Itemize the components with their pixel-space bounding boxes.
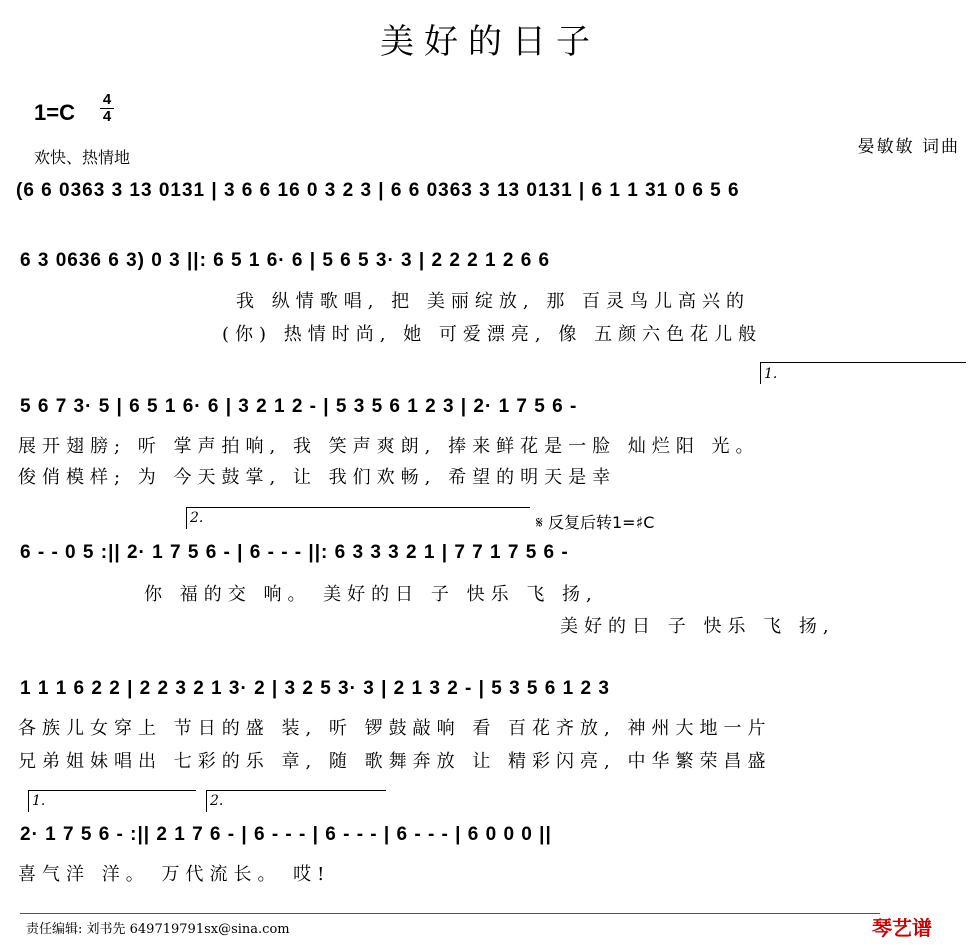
volta-1-bracket-row-6-edge — [28, 790, 29, 812]
notation-row-1: (6 6 0363 3 13 0131 | 3 6 6 16 0 3 2 3 | 6 6 0363 3 13 0131 | 6 1 1 31 0 6 5 6 — [16, 180, 740, 201]
lyric-row-5-verse-1: 各族儿女穿上 节日的盛 装, 听 锣鼓敲响 看 百花齐放, 神州大地一片 — [18, 718, 772, 739]
lyric-row-5-verse-2: 兄弟姐妹唱出 七彩的乐 章, 随 歌舞奔放 让 精彩闪亮, 中华繁荣昌盛 — [18, 751, 772, 772]
lyric-row-6: 喜气洋 洋。 万代流长。 哎! — [18, 864, 331, 885]
volta-2-bracket-row-6-edge — [206, 790, 207, 812]
lyric-row-3-verse-1: 展开翅膀; 听 掌声拍响, 我 笑声爽朗, 捧来鲜花是一脸 灿烂阳 光。 — [18, 436, 760, 457]
volta-2-bracket-row-6 — [206, 790, 386, 791]
lyric-row-3-verse-2: 俊俏模样; 为 今天鼓掌, 让 我们欢畅, 希望的明天是幸 — [18, 467, 617, 488]
volta-1-bracket-edge — [760, 362, 761, 384]
volta-2-bracket — [186, 507, 530, 508]
lyric-row-4-verse-2: 美好的日 子 快乐 飞 扬, — [560, 616, 835, 637]
song-title: 美好的日子 — [380, 22, 600, 62]
volta-2-marker: 2. — [190, 510, 204, 526]
time-signature — [100, 92, 114, 125]
time-signature-top: 4 — [100, 92, 114, 109]
notation-row-5: 1 1 1 6 2 2 | 2 2 3 2 1 3· 2 | 3 2 5 3· 3 | 2 1 3 2 - | 5 3 5 6 1 2 3 — [20, 678, 610, 699]
time-signature-bottom: 4 — [102, 108, 112, 125]
volta-1-bracket — [760, 362, 966, 363]
notation-row-3: 5 6 7 3· 5 | 6 5 1 6· 6 | 3 2 1 2 - | 5 3 5 6 1 2 3 | 2· 1 7 5 6 - — [20, 396, 578, 417]
site-logo: 琴艺谱 — [872, 916, 932, 940]
volta-1-marker: 1. — [764, 366, 778, 382]
footer-editor: 责任编辑: 刘书先 649719791sx@sina.com — [26, 922, 290, 937]
lyric-row-4-verse-1: 你 福的交 响。 美好的日 子 快乐 飞 扬, — [144, 584, 598, 605]
lyric-row-2-verse-1: 我 纵情歌唱, 把 美丽绽放, 那 百灵鸟儿高兴的 — [236, 291, 751, 312]
volta-1-bracket-row-6 — [28, 790, 196, 791]
volta-2-bracket-edge — [186, 507, 187, 529]
notation-row-4: 6 - - 0 5 :|| 2· 1 7 5 6 - | 6 - - - ||: 6 3 3 3 2 1 | 7 7 1 7 5 6 - — [20, 542, 569, 563]
volta-2-marker-row-6: 2. — [210, 793, 224, 809]
segno-key-change: 𝄋 反复后转1=♯C — [536, 513, 655, 532]
key-signature: 1=C — [34, 100, 75, 125]
notation-row-2: 6 3 0636 6 3) 0 3 ||: 6 5 1 6· 6 | 5 6 5 3· 3 | 2 2 2 1 2 6 6 — [20, 250, 551, 271]
footer-divider — [20, 913, 880, 914]
volta-1-marker-row-6: 1. — [32, 793, 46, 809]
notation-row-6: 2· 1 7 5 6 - :|| 2 1 7 6 - | 6 - - - | 6 - - - | 6 - - - | 6 0 0 0 || — [20, 824, 552, 845]
tempo-marking: 欢快、热情地 — [34, 148, 131, 167]
lyric-row-2-verse-2: (你) 热情时尚, 她 可爱漂亮, 像 五颜六色花儿般 — [222, 324, 763, 345]
lyricist-composer-credit: 晏敏敏 词曲 — [857, 137, 960, 157]
